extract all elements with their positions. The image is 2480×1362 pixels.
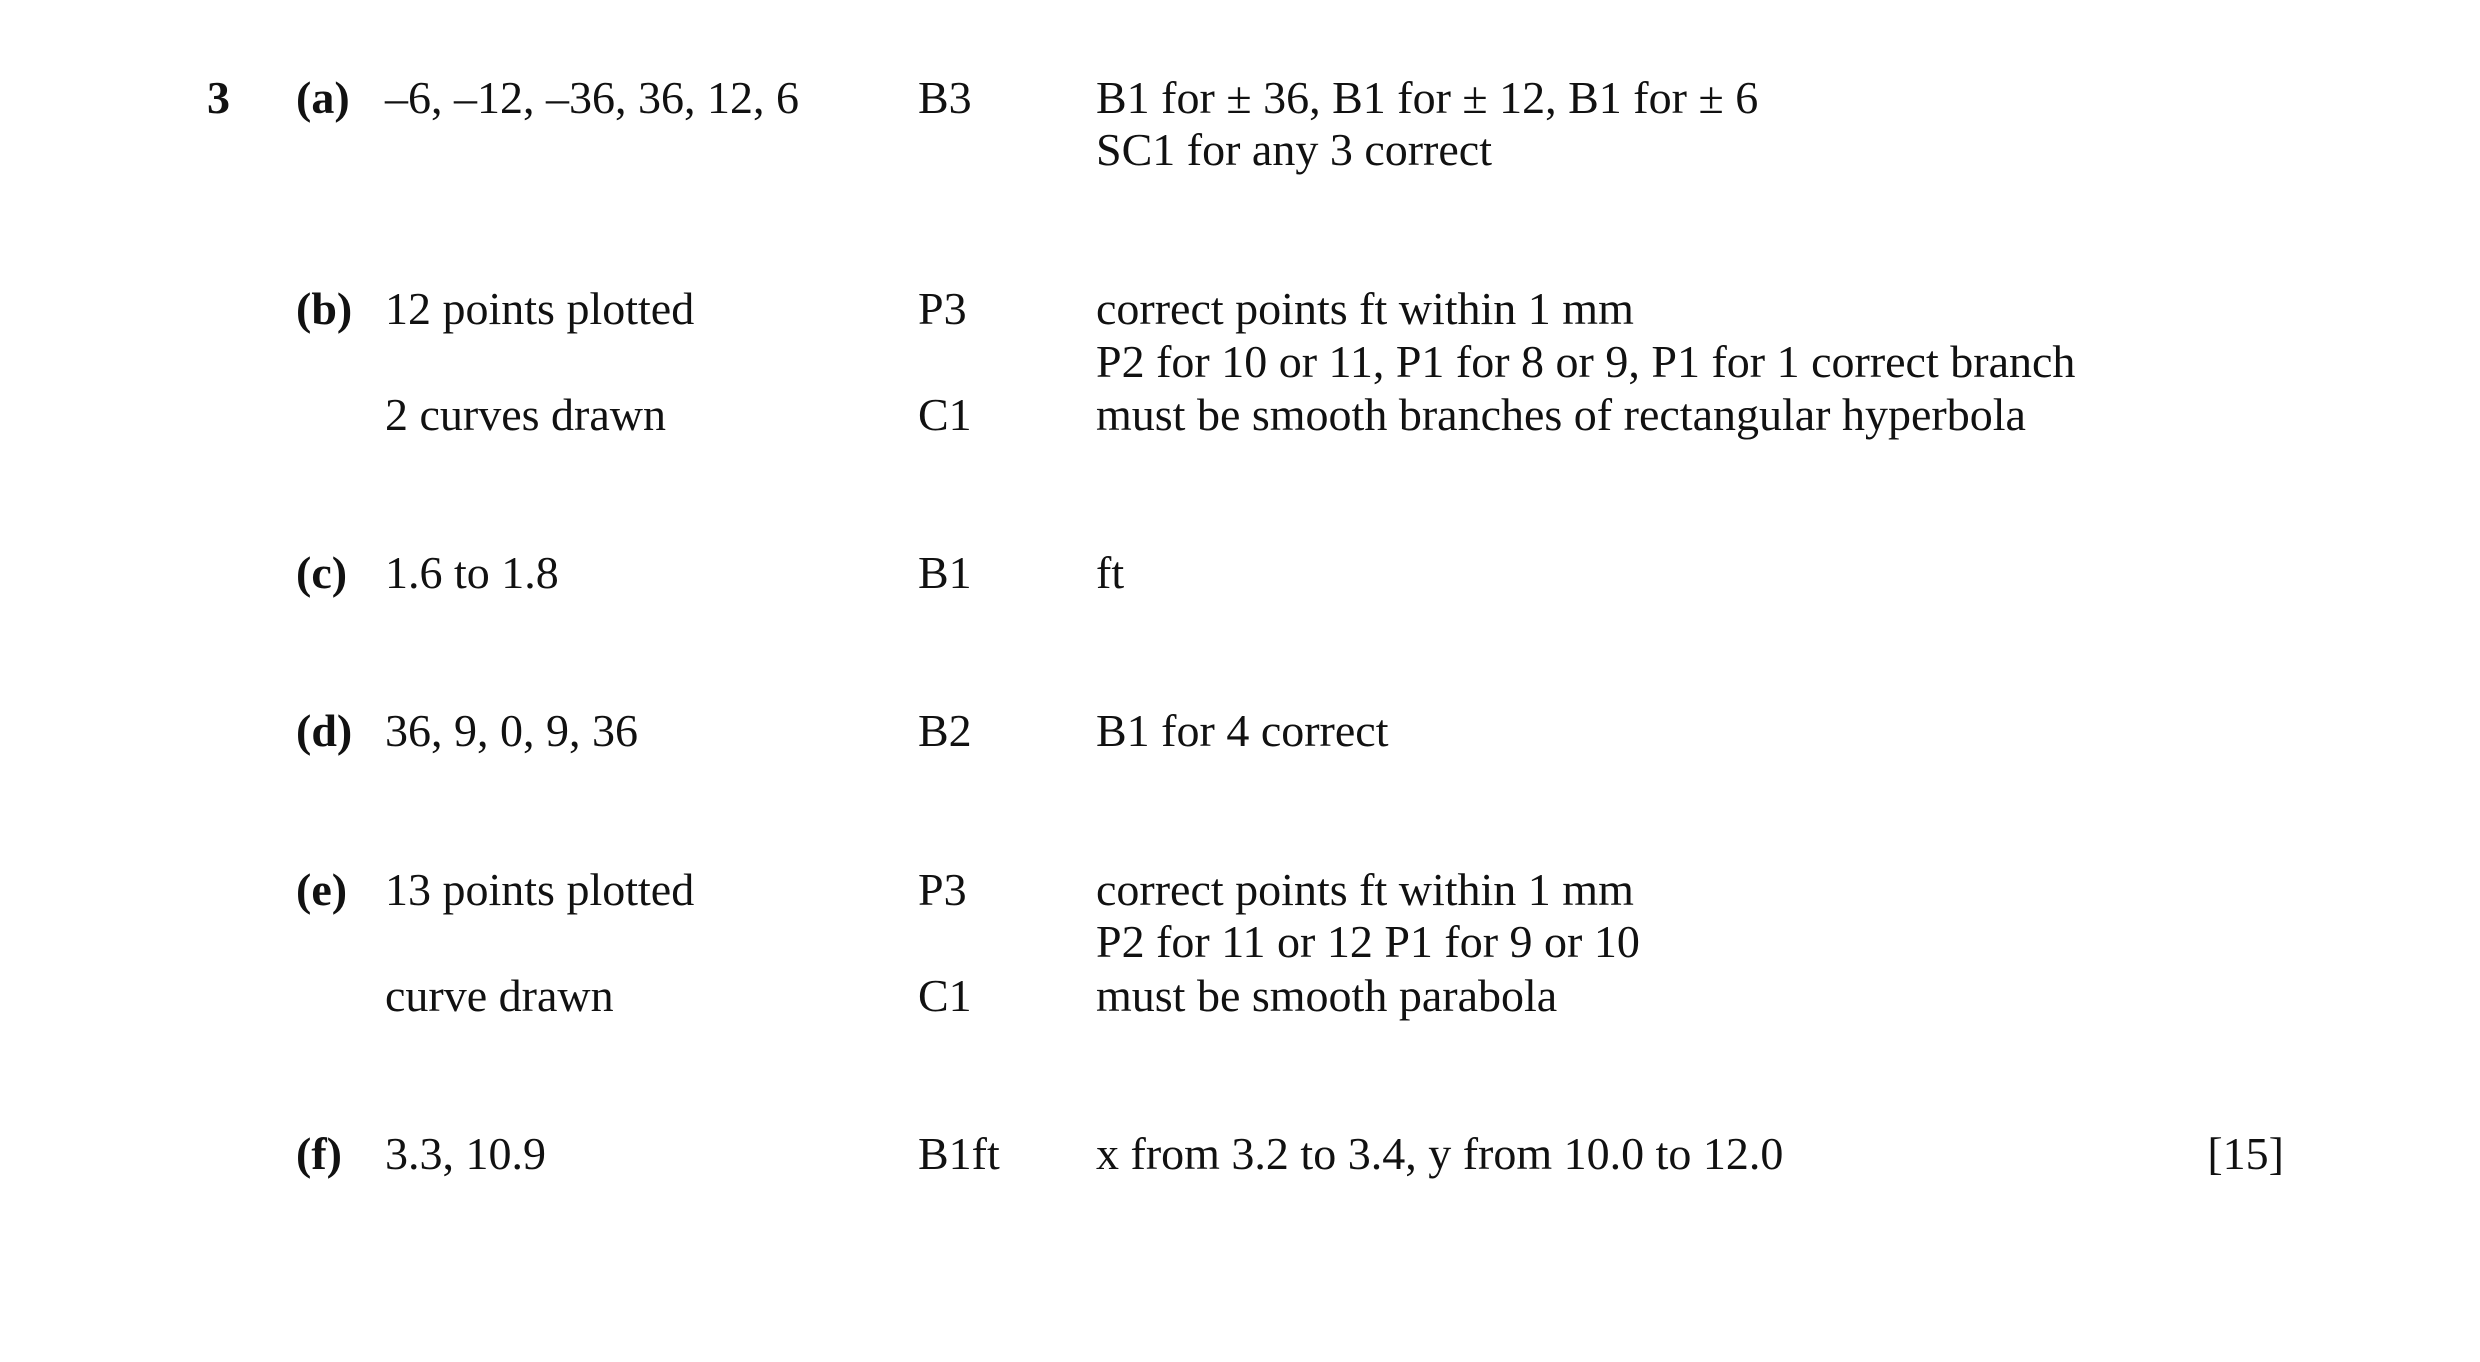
part-b-guidance-line-2: P2 for 10 or 11, P1 for 8 or 9, P1 for 1 correct branch bbox=[1096, 336, 2076, 387]
question-number: 3 bbox=[207, 72, 230, 123]
part-e-guidance-line-1: correct points ft within 1 mm bbox=[1096, 864, 1634, 915]
part-b-guidance-line-1: correct points ft within 1 mm bbox=[1096, 283, 1634, 334]
part-f-label: (f) bbox=[296, 1128, 342, 1179]
part-b-answer-2: 2 curves drawn bbox=[385, 389, 667, 440]
part-b-label: (b) bbox=[296, 283, 353, 334]
part-d-mark: B2 bbox=[918, 705, 972, 756]
question-total-marks: [15] bbox=[2207, 1128, 2284, 1179]
part-a-guidance-line-2: SC1 for any 3 correct bbox=[1096, 124, 1492, 175]
part-c-guidance-line-1: ft bbox=[1096, 547, 1125, 598]
part-a-label: (a) bbox=[296, 72, 350, 123]
part-d-answer: 36, 9, 0, 9, 36 bbox=[385, 705, 638, 756]
part-c-answer: 1.6 to 1.8 bbox=[385, 547, 559, 598]
part-e-guidance-line-2: P2 for 11 or 12 P1 for 9 or 10 bbox=[1096, 916, 1640, 967]
part-c-label: (c) bbox=[296, 547, 348, 598]
part-f-mark: B1ft bbox=[918, 1128, 1000, 1179]
part-a-answer: –6, –12, –36, 36, 12, 6 bbox=[385, 72, 799, 123]
part-e-mark-1: P3 bbox=[918, 864, 967, 915]
part-e-label: (e) bbox=[296, 864, 348, 915]
part-d-label: (d) bbox=[296, 705, 353, 756]
part-f-answer: 3.3, 10.9 bbox=[385, 1128, 546, 1179]
part-b-guidance-line-3: must be smooth branches of rectangular hyperbola bbox=[1096, 389, 2026, 440]
part-e-answer-1: 13 points plotted bbox=[385, 864, 695, 915]
part-d-guidance-line-1: B1 for 4 correct bbox=[1096, 705, 1389, 756]
part-b-answer-1: 12 points plotted bbox=[385, 283, 695, 334]
part-b-mark-2: C1 bbox=[918, 389, 972, 440]
part-b-mark-1: P3 bbox=[918, 283, 967, 334]
part-e-guidance-line-3: must be smooth parabola bbox=[1096, 970, 1558, 1021]
part-c-mark: B1 bbox=[918, 547, 972, 598]
part-e-mark-2: C1 bbox=[918, 970, 972, 1021]
part-f-guidance-line-1: x from 3.2 to 3.4, y from 10.0 to 12.0 bbox=[1096, 1128, 1784, 1179]
part-a-mark: B3 bbox=[918, 72, 972, 123]
part-e-answer-2: curve drawn bbox=[385, 970, 614, 1021]
part-a-guidance-line-1: B1 for ± 36, B1 for ± 12, B1 for ± 6 bbox=[1096, 72, 1759, 123]
